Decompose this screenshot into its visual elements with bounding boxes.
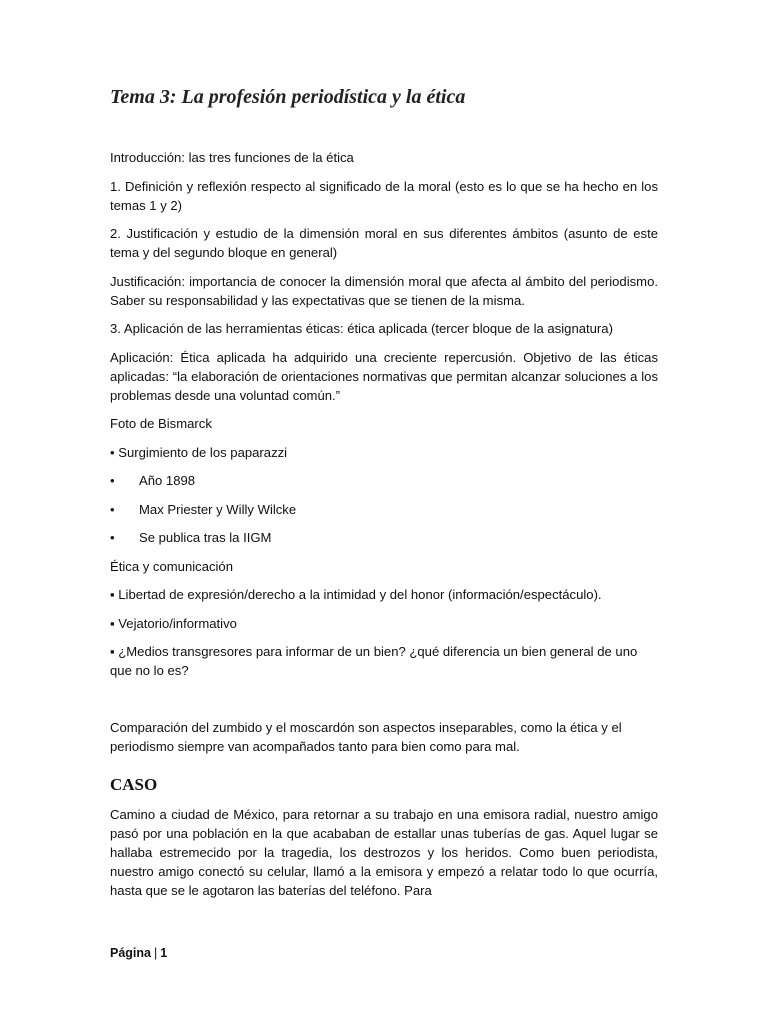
page-footer <box>110 946 167 960</box>
bullet-text: Max Priester y Willy Wilcke <box>139 501 297 517</box>
paragraph-aplicacion: Aplicación: Ética aplicada ha adquirido una creciente repercusión. Objetivo de las éticas aplicadas: “la elaboración de orientaciones normativas que permitan alcanzar soluciones a los problemas desde una voluntad común.” <box>110 349 658 403</box>
libertad-line: ▪ Libertad de expresión/derecho a la intimidad y del honor (información/espectáculo). <box>110 587 602 602</box>
bullet-item <box>110 471 658 490</box>
bullet-text: Se publica tras la IIGM <box>139 530 272 545</box>
footer-label: Página <box>110 946 151 960</box>
bullet-dot: • <box>110 530 115 545</box>
paragraph-definicion: 1. Definición y reflexión respecto al significado de la moral (esto es lo que se ha hecho en los temas 1 y 2) <box>110 178 658 213</box>
spacer <box>110 690 658 718</box>
bullet-text: Año 1898 <box>139 473 196 488</box>
paragraph-aplicacion-herramientas: 3. Aplicación de las herramientas éticas: ética aplicada (tercer bloque de la asignatura) <box>110 321 613 336</box>
comparacion-paragraph: Comparación del zumbido y el moscardón son aspectos inseparables, como la ética y el periodismo siempre van acompañados tanto para bien como para mal. <box>110 719 622 754</box>
bullet-dot: • <box>110 501 115 517</box>
bullet-item <box>110 528 658 547</box>
document-body <box>110 148 658 909</box>
page-title: Tema 3: La profesión periodística y la ética <box>110 86 466 108</box>
page-number: 1 <box>160 946 168 960</box>
paragraph-justificacion: Justificación: importancia de conocer la dimensión moral que afecta al ámbito del periodismo. Saber su responsabilidad y las expectativas que se tienen de la misma. <box>110 273 658 308</box>
medios-line: ▪ ¿Medios transgresores para informar de un bien? ¿qué diferencia un bien general de uno que no lo es? <box>110 644 638 678</box>
footer-separator: | <box>154 946 158 960</box>
paragraph-justificacion-estudio: 2. Justificación y estudio de la dimensión moral en sus diferentes ámbitos (asunto de este tema y del segundo bloque en general) <box>110 226 658 260</box>
foto-line: Foto de Bismarck <box>110 416 212 431</box>
intro-line: Introducción: las tres funciones de la ética <box>110 150 354 165</box>
caso-paragraph: Camino a ciudad de México, para retornar a su trabajo en una emisora radial, nuestro amigo pasó por una población en la que acababan de estallar unas tuberías de gas. Aquel lugar se hallaba estremecido por la tragedia, los destrozos y los heridos. Como buen periodista, nuestro amigo conectó su celular, llamó a la emisora y empezó a relatar todo lo que ocurría, hasta que se le agotaron las baterías del teléfono. Para <box>110 806 658 898</box>
vejatorio-line: ▪ Vejatorio/informativo <box>110 615 237 631</box>
etica-comunicacion-line: Ética y comunicación <box>110 558 233 574</box>
surgimiento-line: • Surgimiento de los paparazzi <box>110 444 288 460</box>
caso-heading: CASO <box>110 774 158 794</box>
bullet-item <box>110 500 658 519</box>
bullet-dot: • <box>110 473 115 488</box>
